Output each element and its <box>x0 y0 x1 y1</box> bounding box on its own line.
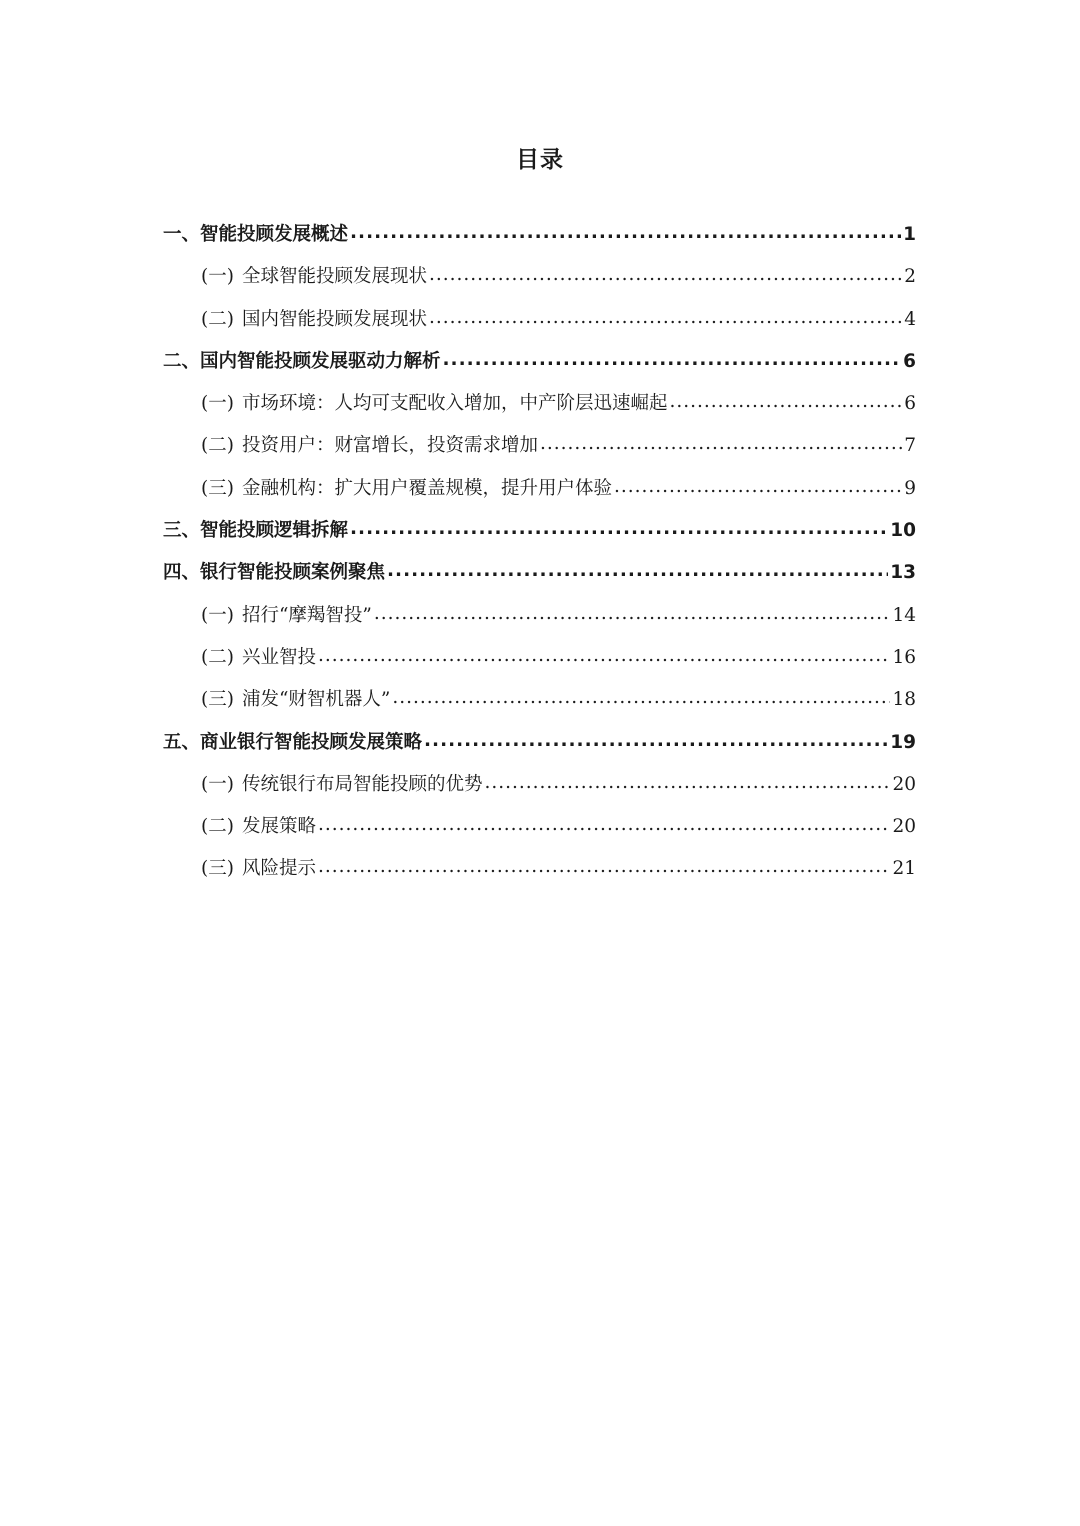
toc-entry-label: 二、国内智能投顾发展驱动力解析 <box>163 350 441 372</box>
toc-page-number: 20 <box>892 773 916 795</box>
dot-leader <box>424 720 888 762</box>
toc-chapter-entry[interactable] <box>163 722 916 764</box>
dot-leader <box>318 804 891 846</box>
toc-entry-label: 三、智能投顾逻辑拆解 <box>163 520 349 542</box>
toc-page-number: 21 <box>892 858 916 880</box>
toc-section-entry[interactable] <box>163 468 916 510</box>
dot-leader <box>318 635 891 677</box>
toc-page-number: 18 <box>892 689 916 711</box>
toc-entry-label: 四、银行智能投顾案例聚焦 <box>163 562 386 584</box>
dot-leader <box>318 846 891 888</box>
toc-entry-label: 兴业智投 <box>241 646 316 668</box>
toc-entry-number: (二) <box>201 646 234 668</box>
toc-section-entry[interactable] <box>163 256 916 298</box>
toc-entry-label: 一、智能投顾发展概述 <box>163 224 349 245</box>
toc-page-number: 20 <box>892 816 916 838</box>
toc-entry-label: 金融机构：扩大用户覆盖规模，提升用户体验 <box>241 477 612 499</box>
toc-entry-label: 招行“摩羯智投” <box>241 604 372 626</box>
dot-leader <box>669 381 902 423</box>
toc-entry-number: (三) <box>201 689 234 711</box>
toc-entry-label: 传统银行布局智能投顾的优势 <box>241 773 483 795</box>
toc-section-entry[interactable] <box>163 595 916 637</box>
toc-entry-number: (二) <box>201 435 234 457</box>
toc-section-entry[interactable] <box>163 637 916 679</box>
toc-chapter-entry[interactable] <box>163 552 916 594</box>
toc-chapter-entry[interactable] <box>163 341 916 383</box>
toc-page-number: 10 <box>890 520 916 542</box>
toc-entry-number: (一) <box>201 266 234 288</box>
table-of-contents <box>163 214 916 891</box>
toc-entry-label: 五、商业银行智能投顾发展策略 <box>163 731 423 753</box>
toc-page-number: 7 <box>904 435 916 457</box>
dot-leader <box>614 466 902 508</box>
toc-page-number: 9 <box>904 477 916 499</box>
toc-page-number: 4 <box>904 308 916 330</box>
toc-entry-label: 风险提示 <box>241 858 316 880</box>
toc-entry-number: (一) <box>201 393 234 415</box>
toc-page-number: 14 <box>892 604 916 626</box>
toc-section-entry[interactable] <box>163 679 916 721</box>
dot-leader <box>429 254 902 296</box>
toc-page-number: 1 <box>903 224 916 245</box>
toc-entry-label: 全球智能投顾发展现状 <box>241 266 427 288</box>
dot-leader <box>392 677 890 719</box>
toc-chapter-entry[interactable] <box>163 214 916 256</box>
toc-section-entry[interactable] <box>163 848 916 890</box>
dot-leader <box>429 297 902 339</box>
toc-entry-number: (一) <box>201 773 234 795</box>
toc-page-number: 19 <box>890 731 916 753</box>
dot-leader <box>484 762 890 804</box>
toc-page-number: 6 <box>904 393 916 415</box>
dot-leader <box>540 423 902 465</box>
toc-entry-label: 市场环境：人均可支配收入增加，中产阶层迅速崛起 <box>241 393 668 415</box>
toc-section-entry[interactable] <box>163 383 916 425</box>
toc-entry-number: (三) <box>201 477 234 499</box>
toc-entry-label: 投资用户：财富增长，投资需求增加 <box>241 435 538 457</box>
toc-page-number: 6 <box>903 350 916 372</box>
dot-leader <box>350 508 888 550</box>
toc-entry-number: (三) <box>201 858 234 880</box>
dot-leader <box>387 550 888 592</box>
toc-section-entry[interactable] <box>163 299 916 341</box>
toc-section-entry[interactable] <box>163 425 916 467</box>
toc-entry-label: 发展策略 <box>241 816 316 838</box>
toc-title: 目录 <box>516 147 564 173</box>
toc-entry-label: 国内智能投顾发展现状 <box>241 308 427 330</box>
toc-section-entry[interactable] <box>163 764 916 806</box>
toc-page-number: 2 <box>904 266 916 288</box>
dot-leader <box>374 593 891 635</box>
toc-entry-number: (二) <box>201 816 234 838</box>
toc-page-number: 16 <box>892 646 916 668</box>
toc-chapter-entry[interactable] <box>163 510 916 552</box>
toc-section-entry[interactable] <box>163 806 916 848</box>
toc-entry-label: 浦发“财智机器人” <box>241 689 391 711</box>
toc-entry-number: (一) <box>201 604 234 626</box>
toc-entry-number: (二) <box>201 308 234 330</box>
toc-page-number: 13 <box>890 562 916 584</box>
dot-leader <box>350 212 901 254</box>
dot-leader <box>443 339 902 381</box>
